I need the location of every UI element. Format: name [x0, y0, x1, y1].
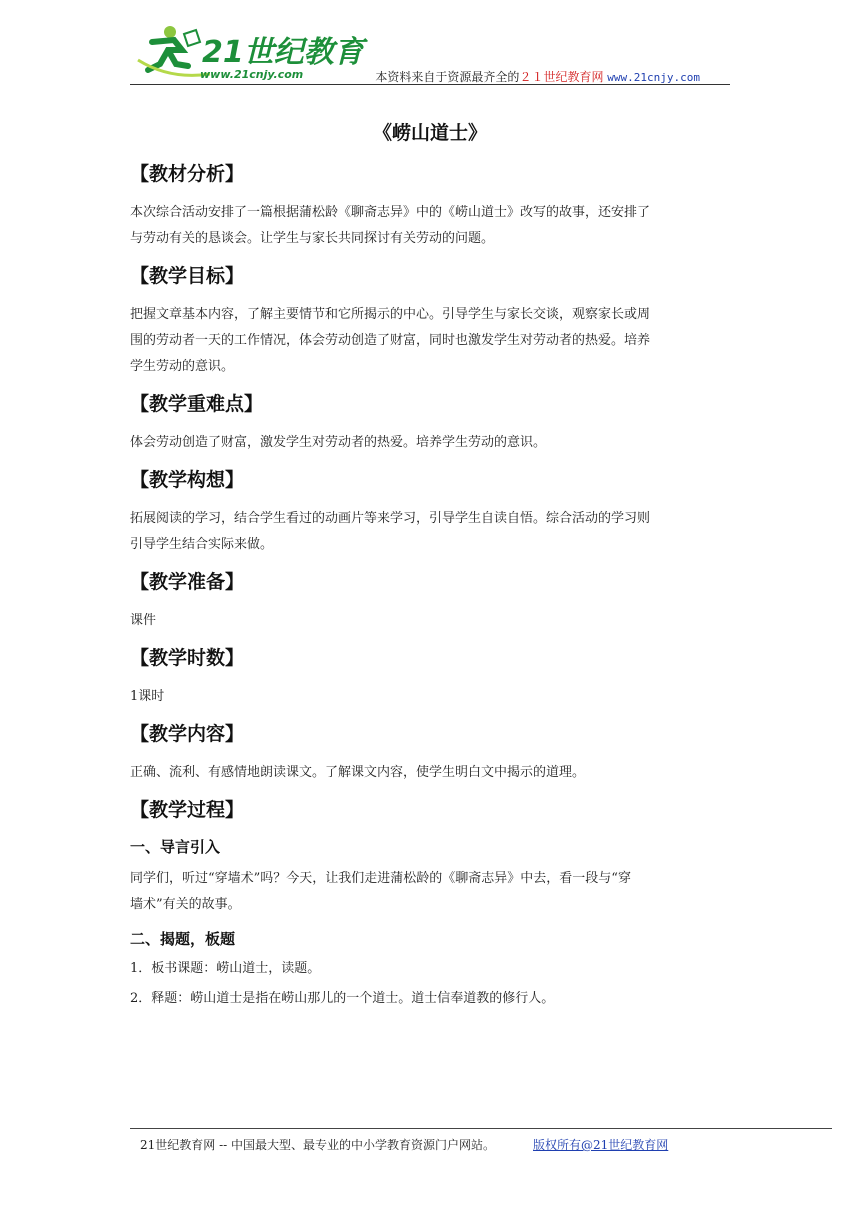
paragraph-line: 体会劳动创造了财富，激发学生对劳动者的热爱。培养学生劳动的意识。: [130, 435, 547, 450]
paragraph-line: 课件: [130, 613, 157, 628]
header-site-name[interactable]: ２１世纪教育网: [519, 70, 604, 84]
paragraph-line: 学生劳动的意识。: [130, 359, 235, 374]
paragraph-line: 引导学生结合实际来做。: [130, 537, 274, 552]
section-heading: 【教学时数】: [130, 647, 245, 669]
copyright-link[interactable]: 版权所有@21世纪教育网: [533, 1138, 669, 1152]
site-logo: [130, 20, 364, 84]
footer-text: 21世纪教育网 -- 中国最大型、最专业的中小学教育资源门户网站。: [140, 1138, 496, 1152]
paragraph-line: 与劳动有关的恳谈会。让学生与家长共同探讨有关劳动的问题。: [130, 231, 495, 246]
section-heading: 【教学过程】: [130, 799, 245, 821]
process-step-heading: 一、导言引入: [130, 838, 221, 856]
paragraph-line: 墙术”有关的故事。: [130, 897, 241, 912]
list-item: 1．板书课题：崂山道士，读题。: [130, 961, 321, 976]
list-item: 2．释题：崂山道士是指在崂山那儿的一个道士。道士信奉道教的修行人。: [130, 991, 555, 1006]
page-footer: [140, 1136, 668, 1153]
document-title: 《崂山道士》: [372, 122, 487, 144]
process-step-heading: 二、揭题，板题: [130, 930, 236, 948]
footer-divider: [130, 1128, 832, 1129]
paragraph-line: 围的劳动者一天的工作情况，体会劳动创造了财富，同时也激发学生对劳动者的热爱。培养: [130, 333, 651, 348]
header-url[interactable]: www.21cnjy.com: [607, 71, 700, 84]
section-heading: 【教学重难点】: [130, 393, 264, 415]
paragraph-line: 同学们，听过“穿墙术”吗？今天，让我们走进蒲松龄的《聊斋志异》中去，看一段与“穿: [130, 871, 631, 886]
paragraph-line: 1课时: [130, 689, 165, 704]
logo-url: www.21cnjy.com: [200, 68, 304, 81]
section-heading: 【教学准备】: [130, 571, 245, 593]
paragraph-line: 把握文章基本内容，了解主要情节和它所揭示的中心。引导学生与家长交谈，观察家长或周: [130, 307, 651, 322]
section-heading: 【教学内容】: [130, 723, 245, 745]
paragraph-line: 本次综合活动安排了一篇根据蒲松龄《聊斋志异》中的《崂山道士》改写的故事，还安排了: [130, 205, 651, 220]
paragraph-line: 正确、流利、有感情地朗读课文。了解课文内容，使学生明白文中揭示的道理。: [130, 765, 586, 780]
section-heading: 【教学目标】: [130, 265, 245, 287]
header-note-prefix: 本资料来自于资源最齐全的: [375, 70, 520, 84]
paragraph-line: 拓展阅读的学习，结合学生看过的动画片等来学习，引导学生自读自悟。综合活动的学习则: [130, 511, 651, 526]
logo-wordmark: 21世纪教育: [202, 35, 364, 70]
header-divider: [130, 84, 730, 85]
header-note: [375, 68, 700, 85]
section-heading: 【教学构想】: [130, 469, 245, 491]
document-body: [130, 160, 730, 1012]
section-heading: 【教材分析】: [130, 163, 245, 185]
page-header: [130, 20, 730, 86]
